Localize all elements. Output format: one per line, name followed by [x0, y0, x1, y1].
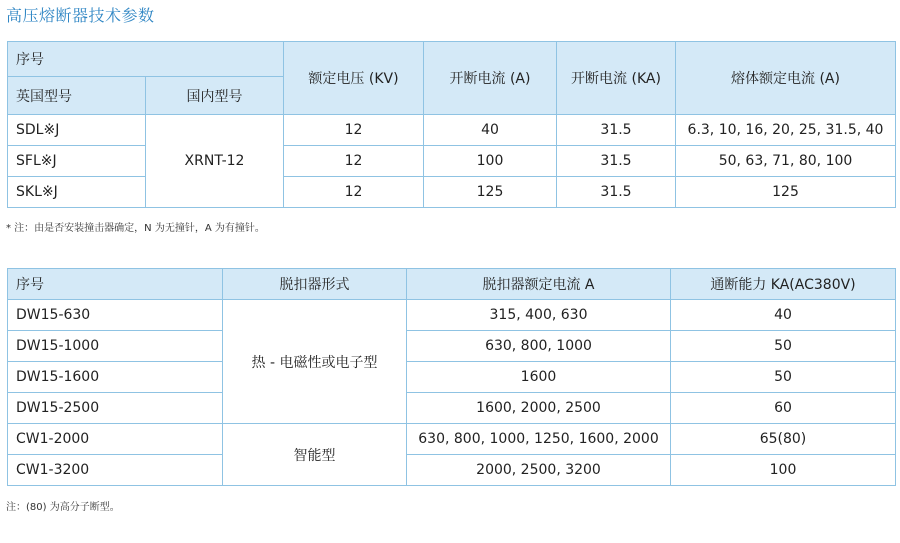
table-row — [8, 455, 896, 486]
table-row — [8, 115, 896, 146]
header-seq: 序号 — [8, 42, 284, 77]
header-seq: 序号 — [8, 269, 223, 300]
cell-capacity: 50 — [671, 362, 896, 393]
cell-trip-type: 热 - 电磁性或电子型 — [223, 300, 407, 424]
header-break-current-a: 开断电流 (A) — [424, 42, 557, 115]
cell-capacity: 40 — [671, 300, 896, 331]
cell-break-ka: 31.5 — [557, 115, 676, 146]
header-breaking-capacity: 通断能力 KA(AC380V) — [671, 269, 896, 300]
table1-footnote: * 注：由是否安装撞击器确定，N 为无撞针，A 为有撞针。 — [6, 223, 265, 234]
cell-voltage: 12 — [284, 146, 424, 177]
cell-break-a: 125 — [424, 177, 557, 208]
cell-voltage: 12 — [284, 115, 424, 146]
header-cn-model: 国内型号 — [146, 77, 284, 115]
table-row — [8, 362, 896, 393]
header-break-current-ka: 开断电流 (KA) — [557, 42, 676, 115]
header-uk-model: 英国型号 — [8, 77, 146, 115]
cell-voltage: 12 — [284, 177, 424, 208]
header-trip-rated-current: 脱扣器额定电流 A — [407, 269, 671, 300]
fuse-parameters-table — [7, 41, 896, 208]
table-row — [8, 177, 896, 208]
cell-break-a: 40 — [424, 115, 557, 146]
cell-trip-current: 1600, 2000, 2500 — [407, 393, 671, 424]
cell-model: DW15-1000 — [8, 331, 223, 362]
cell-trip-current: 630, 800, 1000, 1250, 1600, 2000 — [407, 424, 671, 455]
breaker-parameters-table — [7, 268, 896, 486]
cell-model: DW15-1600 — [8, 362, 223, 393]
table2-footnote: 注：(80) 为高分子断型。 — [6, 502, 120, 513]
cell-fuse: 125 — [676, 177, 896, 208]
cell-uk-model: SKL※J — [8, 177, 146, 208]
cell-trip-current: 2000, 2500, 3200 — [407, 455, 671, 486]
cell-trip-type: 智能型 — [223, 424, 407, 486]
table-row — [8, 146, 896, 177]
cell-capacity: 50 — [671, 331, 896, 362]
cell-cn-model: XRNT-12 — [146, 115, 284, 208]
cell-trip-current: 1600 — [407, 362, 671, 393]
table-row — [8, 424, 896, 455]
cell-model: CW1-3200 — [8, 455, 223, 486]
header-fuse-rated-current: 熔体额定电流 (A) — [676, 42, 896, 115]
cell-model: DW15-2500 — [8, 393, 223, 424]
cell-trip-current: 315, 400, 630 — [407, 300, 671, 331]
cell-break-ka: 31.5 — [557, 146, 676, 177]
cell-model: CW1-2000 — [8, 424, 223, 455]
cell-trip-current: 630, 800, 1000 — [407, 331, 671, 362]
header-rated-voltage: 额定电压 (KV) — [284, 42, 424, 115]
cell-capacity: 60 — [671, 393, 896, 424]
cell-fuse: 50, 63, 71, 80, 100 — [676, 146, 896, 177]
cell-capacity: 65(80) — [671, 424, 896, 455]
header-trip-type: 脱扣器形式 — [223, 269, 407, 300]
cell-break-a: 100 — [424, 146, 557, 177]
cell-uk-model: SDL※J — [8, 115, 146, 146]
table-row — [8, 331, 896, 362]
table-row — [8, 393, 896, 424]
cell-model: DW15-630 — [8, 300, 223, 331]
cell-break-ka: 31.5 — [557, 177, 676, 208]
page-title: 高压熔断器技术参数 — [6, 6, 155, 25]
cell-uk-model: SFL※J — [8, 146, 146, 177]
cell-capacity: 100 — [671, 455, 896, 486]
table-row — [8, 300, 896, 331]
cell-fuse: 6.3, 10, 16, 20, 25, 31.5, 40 — [676, 115, 896, 146]
